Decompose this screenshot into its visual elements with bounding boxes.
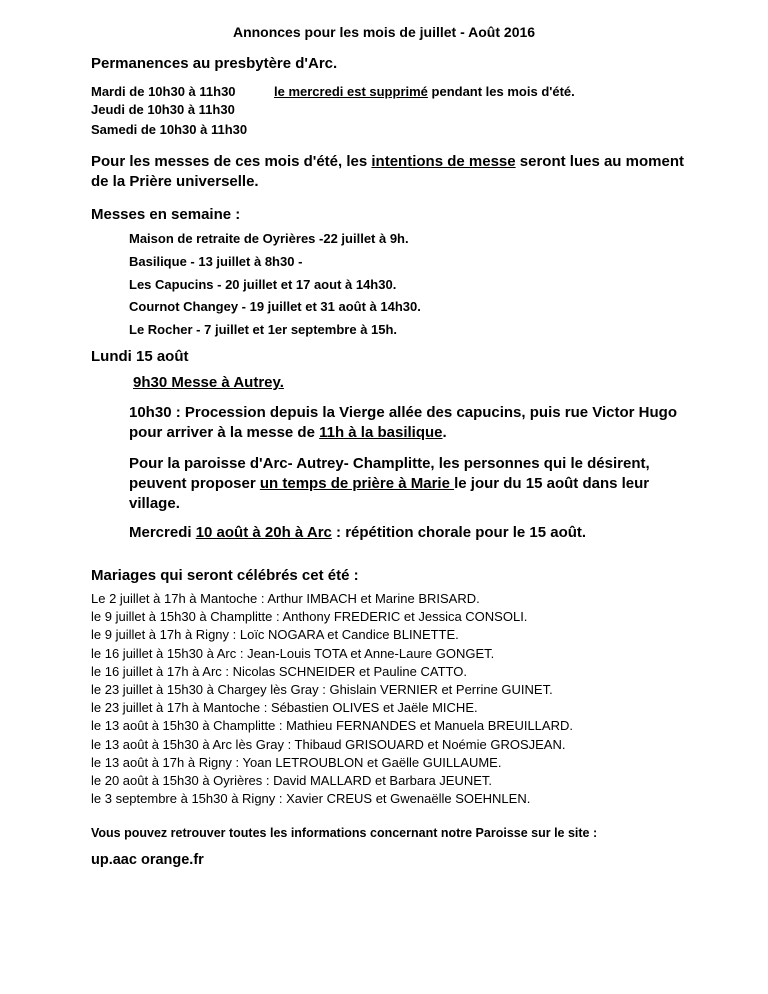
chorale-after: : répétition chorale pour le 15 août. bbox=[331, 524, 587, 541]
intentions-after: seront lues au moment de la Prière universelle. bbox=[91, 153, 684, 190]
paroisse-underlined: un temps de prière à Marie bbox=[259, 475, 455, 492]
semaine-item: Le Rocher - 7 juillet et 1er septembre à 15h. bbox=[129, 322, 398, 337]
list-item: le 13 août à 17h à Rigny : Yoan LETROUBLON et Gaëlle GUILLAUME. bbox=[91, 754, 502, 770]
chorale-before: Mercredi bbox=[129, 524, 196, 541]
list-item: le 13 août à 15h30 à Champlitte : Mathieu FERNANDES et Manuela BREUILLARD. bbox=[91, 718, 573, 734]
semaine-item: Basilique - 13 juillet à 8h30 - bbox=[129, 254, 303, 269]
mariages-list bbox=[91, 590, 573, 808]
lundi-heading: Lundi 15 août bbox=[91, 348, 189, 365]
lundi-chorale bbox=[129, 523, 689, 543]
procession-underlined: 11h à la basilique bbox=[319, 424, 443, 441]
intentions-before: Pour les messes de ces mois d'été, les bbox=[91, 153, 372, 170]
semaine-heading: Messes en semaine : bbox=[91, 206, 241, 223]
list-item: le 23 juillet à 17h à Mantoche : Sébastien OLIVES et Jaële MICHE. bbox=[91, 700, 478, 716]
intentions-underlined: intentions de messe bbox=[371, 153, 516, 170]
list-item: le 9 juillet à 15h30 à Champlitte : Anthony FREDERIC et Jessica CONSOLI. bbox=[91, 609, 528, 625]
permanence-note-rest: pendant les mois d'été. bbox=[427, 84, 575, 99]
list-item: le 23 juillet à 15h30 à Chargey lès Gray : Ghislain VERNIER et Perrine GUINET. bbox=[91, 682, 553, 698]
intentions-paragraph bbox=[91, 152, 691, 192]
semaine-item: Cournot Changey - 19 juillet et 31 août à 14h30. bbox=[129, 299, 421, 314]
permanence-slot: Jeudi de 10h30 à 11h30 bbox=[91, 102, 235, 117]
permanence-slot: Samedi de 10h30 à 11h30 bbox=[91, 122, 248, 137]
list-item: le 20 août à 15h30 à Oyrières : David MALLARD et Barbara JEUNET. bbox=[91, 773, 493, 789]
list-item: le 9 juillet à 17h à Rigny : Loïc NOGARA et Candice BLINETTE. bbox=[91, 627, 459, 643]
lundi-messe: 9h30 Messe à Autrey. bbox=[133, 374, 284, 391]
procession-before: 10h30 : Procession depuis la Vierge allée des capucins, puis rue Victor Hugo pour arriver à la messe de bbox=[129, 404, 677, 441]
chorale-underlined: 10 août à 20h à Arc bbox=[195, 524, 332, 541]
paroisse-before: Pour la paroisse d'Arc- Autrey- Champlitte, les personnes qui le désirent, peuvent proposer bbox=[129, 455, 650, 492]
semaine-item: Les Capucins - 20 juillet et 17 aout à 14h30. bbox=[129, 277, 397, 292]
footer-site-link[interactable]: up.aac orange.fr bbox=[91, 852, 204, 868]
mariages-heading: Mariages qui seront célébrés cet été : bbox=[91, 567, 359, 584]
list-item: Le 2 juillet à 17h à Mantoche : Arthur IMBACH et Marine BRISARD. bbox=[91, 591, 480, 606]
permanence-slot: Mardi de 10h30 à 11h30 bbox=[91, 84, 236, 99]
lundi-procession bbox=[129, 403, 689, 443]
permanence-note bbox=[274, 84, 575, 99]
list-item: le 13 août à 15h30 à Arc lès Gray : Thibaud GRISOUARD et Noémie GROSJEAN. bbox=[91, 736, 566, 752]
lundi-paroisse bbox=[129, 454, 689, 514]
document-title: Annonces pour les mois de juillet - Août 2016 bbox=[232, 24, 536, 40]
paroisse-after: le jour du 15 août dans leur village. bbox=[129, 475, 650, 512]
footer-text: Vous pouvez retrouver toutes les informations concernant notre Paroisse sur le site : bbox=[91, 826, 598, 840]
procession-after: . bbox=[442, 424, 447, 441]
permanences-heading: Permanences au presbytère d'Arc. bbox=[91, 55, 338, 72]
list-item: le 3 septembre à 15h30 à Rigny : Xavier CREUS et Gwenaëlle SOEHNLEN. bbox=[91, 791, 531, 807]
list-item: le 16 juillet à 15h30 à Arc : Jean-Louis TOTA et Anne-Laure GONGET. bbox=[91, 645, 495, 661]
permanence-note-underlined: le mercredi est supprimé bbox=[274, 84, 428, 99]
semaine-item: Maison de retraite de Oyrières -22 juillet à 9h. bbox=[129, 231, 409, 246]
list-item: le 16 juillet à 17h à Arc : Nicolas SCHNEIDER et Pauline CATTO. bbox=[91, 663, 467, 679]
